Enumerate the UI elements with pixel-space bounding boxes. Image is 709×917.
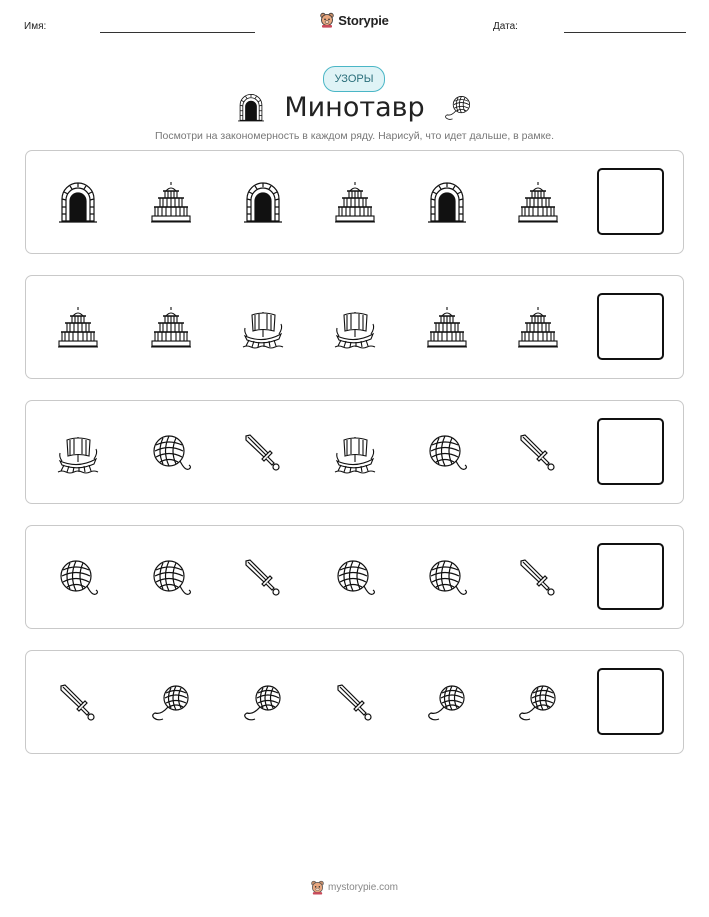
tunnel-icon — [56, 181, 100, 225]
palace-icon — [333, 181, 377, 225]
pattern-item — [425, 431, 469, 475]
pattern-row-1 — [25, 150, 684, 254]
page-title: Минотавр — [284, 92, 425, 123]
palace-icon — [56, 306, 100, 350]
pattern-item — [241, 431, 285, 475]
pattern-item — [241, 556, 285, 600]
yarn-ball-icon — [149, 431, 193, 475]
pattern-item — [56, 181, 100, 225]
name-field[interactable] — [100, 32, 255, 33]
yarn-ball-icon — [149, 556, 193, 600]
sword-icon — [241, 431, 285, 475]
pattern-item — [241, 306, 285, 350]
palace-icon — [516, 306, 560, 350]
yarn-ball-icon — [443, 93, 473, 123]
ship-icon — [56, 431, 100, 475]
tunnel-icon — [425, 181, 469, 225]
pattern-item — [56, 556, 100, 600]
footer-url: mystorypie.com — [327, 882, 398, 893]
instruction-text: Посмотри на закономерность в каждом ряду. Нарисуй, что идет дальше, в рамке. — [154, 130, 555, 142]
pattern-item — [149, 306, 193, 350]
yarn-ball-icon — [149, 681, 193, 725]
storypie-bear-icon — [320, 12, 334, 28]
pattern-item — [516, 181, 560, 225]
date-label: Дата: — [493, 21, 518, 32]
yarn-ball-icon — [333, 556, 377, 600]
logo-text: Storypie — [338, 12, 389, 28]
answer-box[interactable] — [597, 293, 664, 360]
sword-icon — [516, 556, 560, 600]
ship-icon — [241, 306, 285, 350]
pattern-item — [333, 431, 377, 475]
sword-icon — [241, 556, 285, 600]
pattern-row-4 — [25, 525, 684, 629]
palace-icon — [516, 181, 560, 225]
yarn-ball-icon — [241, 681, 285, 725]
ship-icon — [333, 431, 377, 475]
sword-icon — [516, 431, 560, 475]
pattern-item — [333, 181, 377, 225]
pattern-item — [149, 556, 193, 600]
tunnel-icon — [241, 181, 285, 225]
yarn-ball-icon — [425, 681, 469, 725]
sword-icon — [333, 681, 377, 725]
pattern-item — [56, 306, 100, 350]
yarn-ball-icon — [443, 93, 473, 123]
pattern-item — [241, 681, 285, 725]
pattern-item — [333, 556, 377, 600]
answer-box[interactable] — [597, 418, 664, 485]
palace-icon — [149, 306, 193, 350]
pattern-item — [516, 681, 560, 725]
palace-icon — [425, 306, 469, 350]
answer-box[interactable] — [597, 543, 664, 610]
pattern-item — [241, 181, 285, 225]
yarn-ball-icon — [56, 556, 100, 600]
palace-icon — [149, 181, 193, 225]
pattern-row-3 — [25, 400, 684, 504]
yarn-ball-icon — [516, 681, 560, 725]
pattern-item — [333, 306, 377, 350]
tunnel-icon — [236, 93, 266, 123]
pattern-item — [333, 681, 377, 725]
storypie-logo — [0, 12, 709, 28]
pattern-row-2 — [25, 275, 684, 379]
pattern-item — [149, 681, 193, 725]
pattern-item — [425, 181, 469, 225]
yarn-ball-icon — [425, 431, 469, 475]
footer — [0, 880, 709, 895]
ship-icon — [333, 306, 377, 350]
answer-box[interactable] — [597, 168, 664, 235]
pattern-item — [56, 681, 100, 725]
answer-box[interactable] — [597, 668, 664, 735]
tunnel-icon — [236, 93, 266, 123]
yarn-ball-icon — [425, 556, 469, 600]
date-field[interactable] — [564, 32, 686, 33]
category-tag: УЗОРЫ — [323, 66, 385, 92]
title-row — [0, 92, 709, 123]
pattern-item — [149, 431, 193, 475]
pattern-row-5 — [25, 650, 684, 754]
pattern-item — [425, 681, 469, 725]
pattern-item — [516, 306, 560, 350]
storypie-bear-icon — [311, 880, 324, 895]
pattern-item — [516, 431, 560, 475]
pattern-item — [149, 181, 193, 225]
pattern-item — [56, 431, 100, 475]
pattern-item — [425, 306, 469, 350]
pattern-item — [516, 556, 560, 600]
name-label: Имя: — [24, 21, 47, 32]
sword-icon — [56, 681, 100, 725]
pattern-item — [425, 556, 469, 600]
